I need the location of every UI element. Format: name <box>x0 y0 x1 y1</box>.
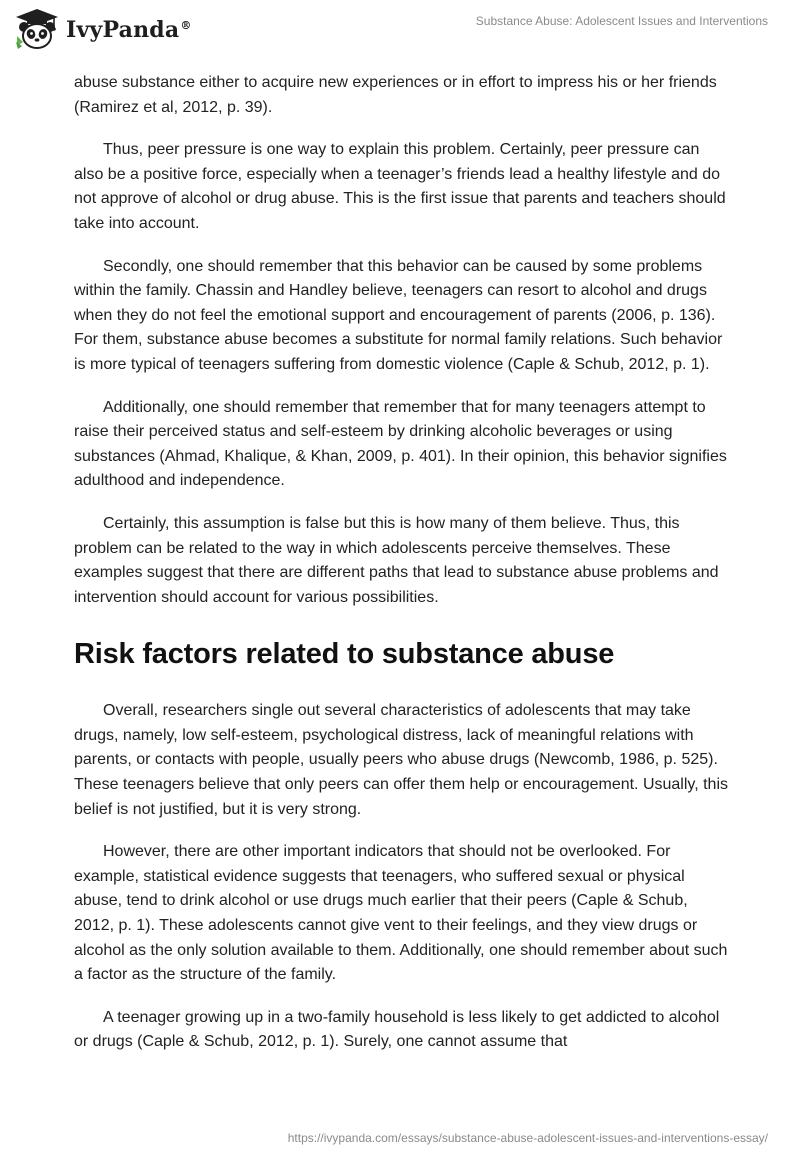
paragraph: Thus, peer pressure is one way to explain this problem. Certainly, peer pressure can also be a positive force, especially when a teenager’s friends lead a healthy lifestyle and do not approve of alcohol or drug abuse. This is the first issue that parents and teachers should take into account. <box>74 141 726 232</box>
brand-name: IvyPanda® <box>66 17 192 43</box>
ivypanda-logo[interactable] <box>14 8 192 50</box>
panda-graduate-icon <box>14 8 60 50</box>
paragraph: Certainly, this assumption is false but this is how many of them believe. Thus, this problem can be related to the way in which adolescents perceive themselves. These examples suggest that there are different paths that lead to substance abuse problems and intervention should account for various possibilities. <box>74 514 719 606</box>
paragraph: Additionally, one should remember that remember that for many teenagers attempt to raise their perceived status and self-esteem by drinking alcoholic beverages or using substances (Ahmad, Khalique, & Khan, 2009, p. 401). In their opinion, this behavior signifies adulthood and independence. <box>74 398 727 490</box>
paragraph: A teenager growing up in a two-family household is less likely to get addicted to alcohol or drugs (Caple & Schub, 2012, p. 1). Surely, one cannot assume that <box>74 1008 720 1051</box>
document-title: Substance Abuse: Adolescent Issues and Interventions <box>475 14 768 28</box>
registered-mark: ® <box>180 18 192 32</box>
section-heading: Risk factors related to substance abuse <box>74 638 615 671</box>
source-url-link[interactable]: https://ivypanda.com/essays/substance-abuse-adolescent-issues-and-interventions-essay/ <box>287 1131 768 1145</box>
essay-body <box>74 71 730 1073</box>
page-header <box>0 0 800 60</box>
paragraph: Overall, researchers single out several characteristics of adolescents that may take drugs, namely, low self-esteem, psychological distress, lack of meaningful relations with parents, or contacts with people, usually peers who abuse drugs (Newcomb, 1986, p. 525). These teenagers believe that only peers can offer them help or encouragement. Usually, this belief is not justified, but it is very strong. <box>74 702 729 818</box>
paragraph: However, there are other important indicators that should not be overlooked. For example, statistical evidence suggests that teenagers, who suffered sexual or physical abuse, tend to drink alcohol or use drugs much earlier that their peers (Caple & Schub, 2012, p. 1). These adolescents cannot give vent to their feelings, and they view drugs or alcohol as the only solution available to them. Additionally, one should remember about such a factor as the structure of the family. <box>74 843 728 984</box>
paragraph: abuse substance either to acquire new experiences or in effort to impress his or her friends (Ramirez et al, 2012, p. 39). <box>74 74 717 116</box>
paragraph: Secondly, one should remember that this behavior can be caused by some problems within the family. Chassin and Handley believe, teenagers can resort to alcohol and drugs when they do not feel the emotional support and encouragement of parents (2006, p. 136). For them, substance abuse becomes a substitute for normal family relations. Such behavior is more typical of teenagers suffering from domestic violence (Caple & Schub, 2012, p. 1). <box>74 257 723 373</box>
